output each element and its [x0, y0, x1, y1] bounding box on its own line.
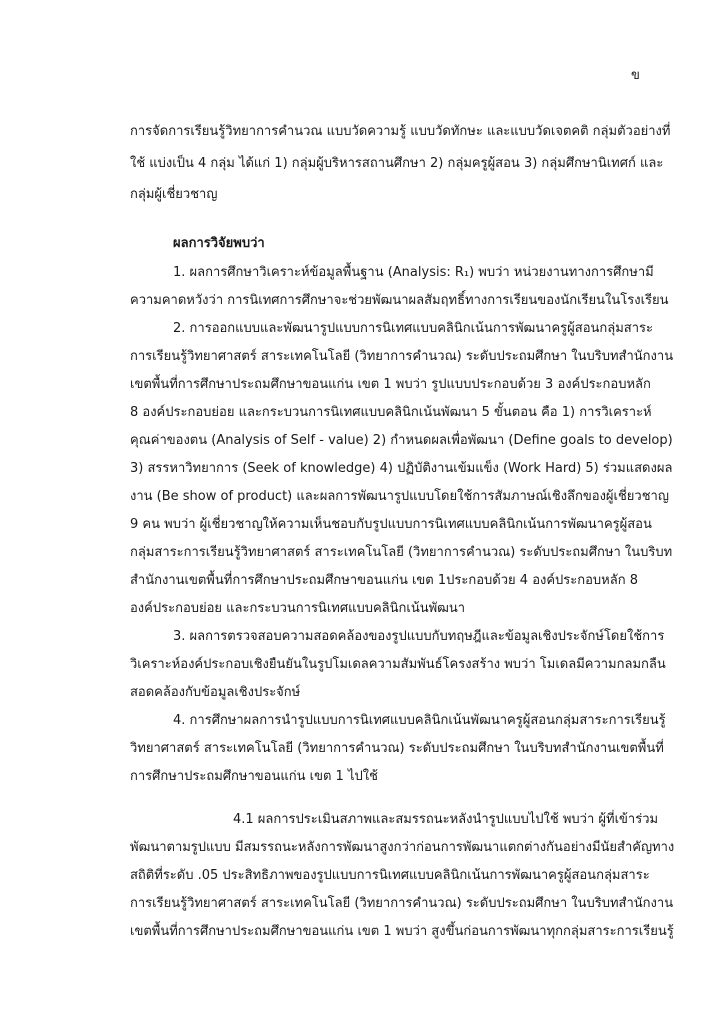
- body-line: สำนักงานเขตพื้นที่การศึกษาประถมศึกษาขอนแก่น เขต 1ประกอบด้วย 4 องค์ประกอบหลัก 8: [130, 573, 638, 588]
- body-line: เขตพื้นที่การศึกษาประถมศึกษาขอนแก่น เขต 1 พบว่า สูงขึ้นก่อนการพัฒนาทุกกลุ่มสาระการเรียนรู้: [130, 924, 674, 939]
- intro-line: กลุ่มผู้เชี่ยวชาญ: [130, 187, 218, 202]
- body-line: 4. การศึกษาผลการนำรูปแบบการนิเทศแบบคลินิกเน้นพัฒนาครูผู้สอนกลุ่มสาระการเรียนรู้: [173, 713, 666, 728]
- body-line: 1. ผลการศึกษาวิเคราะห์ข้อมูลพื้นฐาน (Analysis: R₁) พบว่า หน่วยงานทางการศึกษามี: [173, 265, 654, 280]
- page-number: ข: [631, 68, 640, 83]
- body-line: 3. ผลการตรวจสอบความสอดคล้องของรูปแบบกับทฤษฎีและข้อมูลเชิงประจักษ์โดยใช้การ: [173, 629, 665, 644]
- body-line: ความคาดหวังว่า การนิเทศการศึกษาจะช่วยพัฒนาผลสัมฤทธิ์ทางการเรียนของนักเรียนในโรงเรียน: [130, 293, 669, 308]
- body-line: คุณค่าของตน (Analysis of Self - value) 2) กำหนดผลเพื่อพัฒนา (Define goals to develop): [130, 433, 673, 448]
- body-line: 2. การออกแบบและพัฒนารูปแบบการนิเทศแบบคลินิกเน้นการพัฒนาครูผู้สอนกลุ่มสาระ: [173, 321, 654, 336]
- body-line: กลุ่มสาระการเรียนรู้วิทยาศาสตร์ สาระเทคโนโลยี (วิทยาการคำนวณ) ระดับประถมศึกษา ในบริบท: [130, 545, 673, 560]
- intro-line: การจัดการเรียนรู้วิทยาการคำนวณ แบบวัดความรู้ แบบวัดทักษะ และแบบวัดเจตคติ กลุ่มตัวอย่างที่: [130, 124, 671, 139]
- body-line: พัฒนาตามรูปแบบ มีสมรรถนะหลังการพัฒนาสูงกว่าก่อนการพัฒนาแตกต่างกันอย่างมีนัยสำคัญทาง: [130, 840, 675, 855]
- body-line: สอดคล้องกับข้อมูลเชิงประจักษ์: [130, 685, 301, 700]
- body-line: วิเคราะห์องค์ประกอบเชิงยืนยันในรูปโมเดลความสัมพันธ์โครงสร้าง พบว่า โมเดลมีความกลมกลืน: [130, 657, 666, 672]
- body-line: 4.1 ผลการประเมินสภาพและสมรรถนะหลังนำรูปแบบไปใช้ พบว่า ผู้ที่เข้าร่วม: [233, 812, 659, 827]
- body-line: 8 องค์ประกอบย่อย และกระบวนการนิเทศแบบคลินิกเน้นพัฒนา 5 ขั้นตอน คือ 1) การวิเคราะห์: [130, 405, 652, 420]
- body-line: 3) สรรหาวิทยาการ (Seek of knowledge) 4) ปฏิบัติงานเข้มแข็ง (Work Hard) 5) ร่วมแสดงผล: [130, 461, 673, 476]
- body-line: องค์ประกอบย่อย และกระบวนการนิเทศแบบคลินิกเน้นพัฒนา: [130, 601, 466, 616]
- body-line: การเรียนรู้วิทยาศาสตร์ สาระเทคโนโลยี (วิทยาการคำนวณ) ระดับประถมศึกษา ในบริบทสำนักงาน: [130, 896, 674, 911]
- intro-line: ใช้ แบ่งเป็น 4 กลุ่ม ได้แก่ 1) กลุ่มผู้บริหารสถานศึกษา 2) กลุ่มครูผู้สอน 3) กลุ่มศึกษานิเทศก์ และ: [130, 156, 664, 171]
- body-line: วิทยาศาสตร์ สาระเทคโนโลยี (วิทยาการคำนวณ) ระดับประถมศึกษา ในบริบทสำนักงานเขตพื้นที่: [130, 741, 664, 756]
- body-line: งาน (Be show of product) และผลการพัฒนารูปแบบโดยใช้การสัมภาษณ์เชิงลึกของผู้เชี่ยวชาญ: [130, 489, 669, 504]
- findings-heading: ผลการวิจัยพบว่า: [173, 236, 265, 251]
- body-line: เขตพื้นที่การศึกษาประถมศึกษาขอนแก่น เขต 1 พบว่า รูปแบบประกอบด้วย 3 องค์ประกอบหลัก: [130, 377, 651, 392]
- body-line: การศึกษาประถมศึกษาขอนแก่น เขต 1 ไปใช้: [130, 769, 378, 784]
- body-line: สถิติที่ระดับ .05 ประสิทธิภาพของรูปแบบการนิเทศแบบคลินิกเน้นการพัฒนาครูผู้สอนกลุ่มสาระ: [130, 868, 650, 883]
- body-line: 9 คน พบว่า ผู้เชี่ยวชาญให้ความเห็นชอบกับรูปแบบการนิเทศแบบคลินิกเน้นการพัฒนาครูผู้สอน: [130, 517, 652, 532]
- body-line: การเรียนรู้วิทยาศาสตร์ สาระเทคโนโลยี (วิทยาการคำนวณ) ระดับประถมศึกษา ในบริบทสำนักงาน: [130, 349, 674, 364]
